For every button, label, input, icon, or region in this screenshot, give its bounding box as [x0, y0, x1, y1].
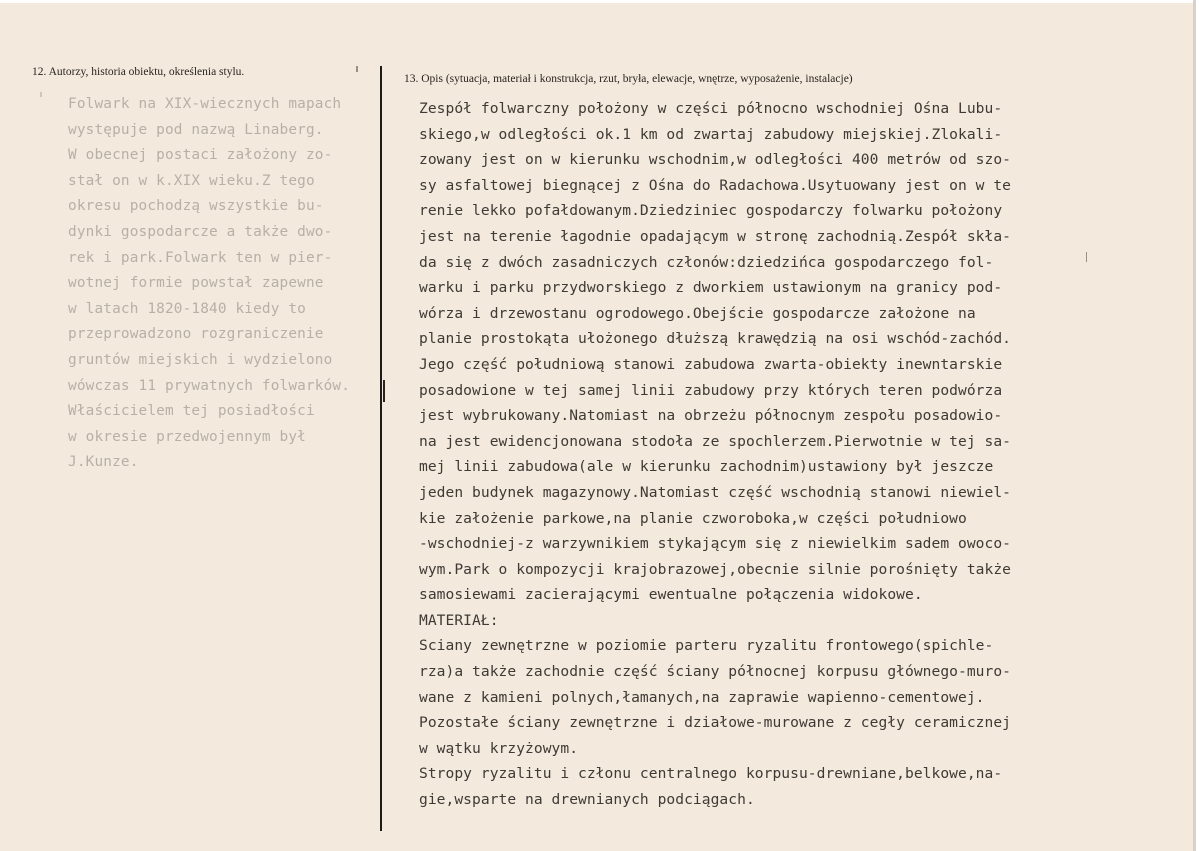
divider-mark — [383, 380, 385, 402]
section-12-line: występuje pod nazwą Linaberg. — [68, 121, 324, 138]
section-12-heading: 12. Autorzy, historia obiektu, określenia stylu. — [32, 66, 245, 78]
scan-speck — [40, 92, 42, 97]
section-13-line: warku i parku przydworskiego z dworkiem ustawionym na granicy pod- — [419, 279, 1003, 297]
section-12-line: dynki gospodarcze a także dwo- — [68, 223, 333, 240]
scan-right-edge — [1193, 0, 1196, 851]
section-13-line: jest na terenie łagodnie opadającym w stronę zachodnią.Zespół skła- — [419, 227, 1012, 245]
section-13-line: na jest ewidencjonowana stodoła ze spochlerzem.Pierwotnie w tej sa- — [419, 432, 1012, 450]
section-12-line: w latach 1820-1840 kiedy to — [68, 300, 306, 317]
section-12-line: stał on w k.XIX wieku.Z tego — [68, 172, 315, 189]
section-12-line: gruntów miejskich i wydzielono — [68, 351, 333, 368]
section-13-line: skiego,w odległości ok.1 km od zwartaj zabudowy miejskiej.Zlokali- — [419, 125, 1003, 143]
section-12-line: rek i park.Folwark ten w pier- — [68, 249, 333, 266]
section-12-line: okresu pochodzą wszystkie bu- — [68, 198, 324, 215]
scan-speck — [356, 66, 358, 72]
section-13-line: kie założenie parkowe,na planie czworoboka,w części południowo — [419, 509, 967, 527]
section-13-line: posadowione w tej samej linii zabudowy przy których teren podwórza — [419, 381, 1003, 399]
section-12-line: w okresie przedwojennym był — [68, 428, 306, 445]
section-13-body — [419, 96, 1011, 813]
section-12-line: Folwark na XIX-wiecznych mapach — [68, 96, 342, 112]
section-13-line: planie prostokąta ułożonego dłuższą krawędzią na osi wschód-zachód. — [419, 330, 1012, 348]
section-12-line: W obecnej postaci założony zo- — [68, 147, 333, 164]
section-13-line: MATERIAŁ: — [419, 611, 499, 629]
section-12-line: J.Kunze. — [68, 454, 139, 471]
section-13-line: zowany jest on w kierunku wschodnim,w odległości 400 metrów od szo- — [419, 151, 1012, 169]
section-13-line: renie lekko pofałdowanym.Dziedziniec gospodarczy folwarku położony — [419, 202, 1003, 220]
section-13-line: wym.Park o kompozycji krajobrazowej,obecnie silnie porośnięty także — [419, 560, 1012, 578]
section-13-line: jest wybrukowany.Natomiast na obrzeżu północnym zespołu posadowio- — [419, 407, 1003, 425]
section-12-line: Właścicielem tej posiadłości — [68, 403, 315, 420]
section-13-line: wane z kamieni polnych,łamanych,na zaprawie wapienno-cementowej. — [419, 688, 985, 706]
section-13-line: Pozostałe ściany zewnętrzne i działowe-murowane z cegły ceramicznej — [419, 714, 1012, 732]
column-divider — [380, 66, 382, 831]
section-13-line: samosiewami zacierającymi ewentualne połączenia widokowe. — [419, 586, 923, 604]
section-13-line: w wątku krzyżowym. — [419, 739, 579, 757]
section-12-body — [68, 92, 350, 476]
section-13-heading: 13. Opis (sytuacja, materiał i konstrukcja, rzut, bryła, elewacje, wnętrze, wyposażenie, instalacje) — [404, 73, 853, 85]
section-13-line: Zespół folwarczny położony w części północno wschodniej Ośna Lubu- — [419, 100, 1003, 117]
section-12-line: wotnej formie powstał zapewne — [68, 275, 324, 292]
section-12-line: przeprowadzono rozgraniczenie — [68, 326, 324, 343]
scan-top-edge — [0, 0, 1196, 3]
section-13-line: wórza i drzewostanu ogrodowego.Obejście gospodarcze założone na — [419, 304, 976, 322]
section-13-line: Jego część południową stanowi zabudowa zwarta-obiekty inewntarskie — [419, 355, 1003, 373]
section-13-line: Sciany zewnętrzne w poziomie parteru ryzalitu frontowego(spichle- — [419, 637, 994, 655]
section-13-line: rza)a także zachodnie część ściany północnej korpusu głównego-muro- — [419, 663, 1012, 681]
section-13-line: Stropy ryzalitu i członu centralnego korpusu-drewniane,belkowe,na- — [419, 765, 1003, 783]
section-13-line: mej linii zabudowa(ale w kierunku zachodnim)ustawiony był jeszcze — [419, 458, 994, 476]
section-13-line: jeden budynek magazynowy.Natomiast część wschodnią stanowi niewiel- — [419, 483, 1012, 501]
section-13-line: da się z dwóch zasadniczych członów:dziedzińca gospodarczego fol- — [419, 253, 994, 271]
section-12-line: wówczas 11 prywatnych folwarków. — [68, 377, 351, 394]
section-13-line: -wschodniej-z warzywnikiem stykającym się z niewielkim sadem owoco- — [419, 535, 1012, 553]
section-13-line: sy asfaltowej biegnącej z Ośna do Radachowa.Usytuowany jest on w te — [419, 176, 1012, 194]
section-13-line: gie,wsparte na drewnianych podciągach. — [419, 791, 755, 809]
scan-speck — [1086, 252, 1087, 262]
